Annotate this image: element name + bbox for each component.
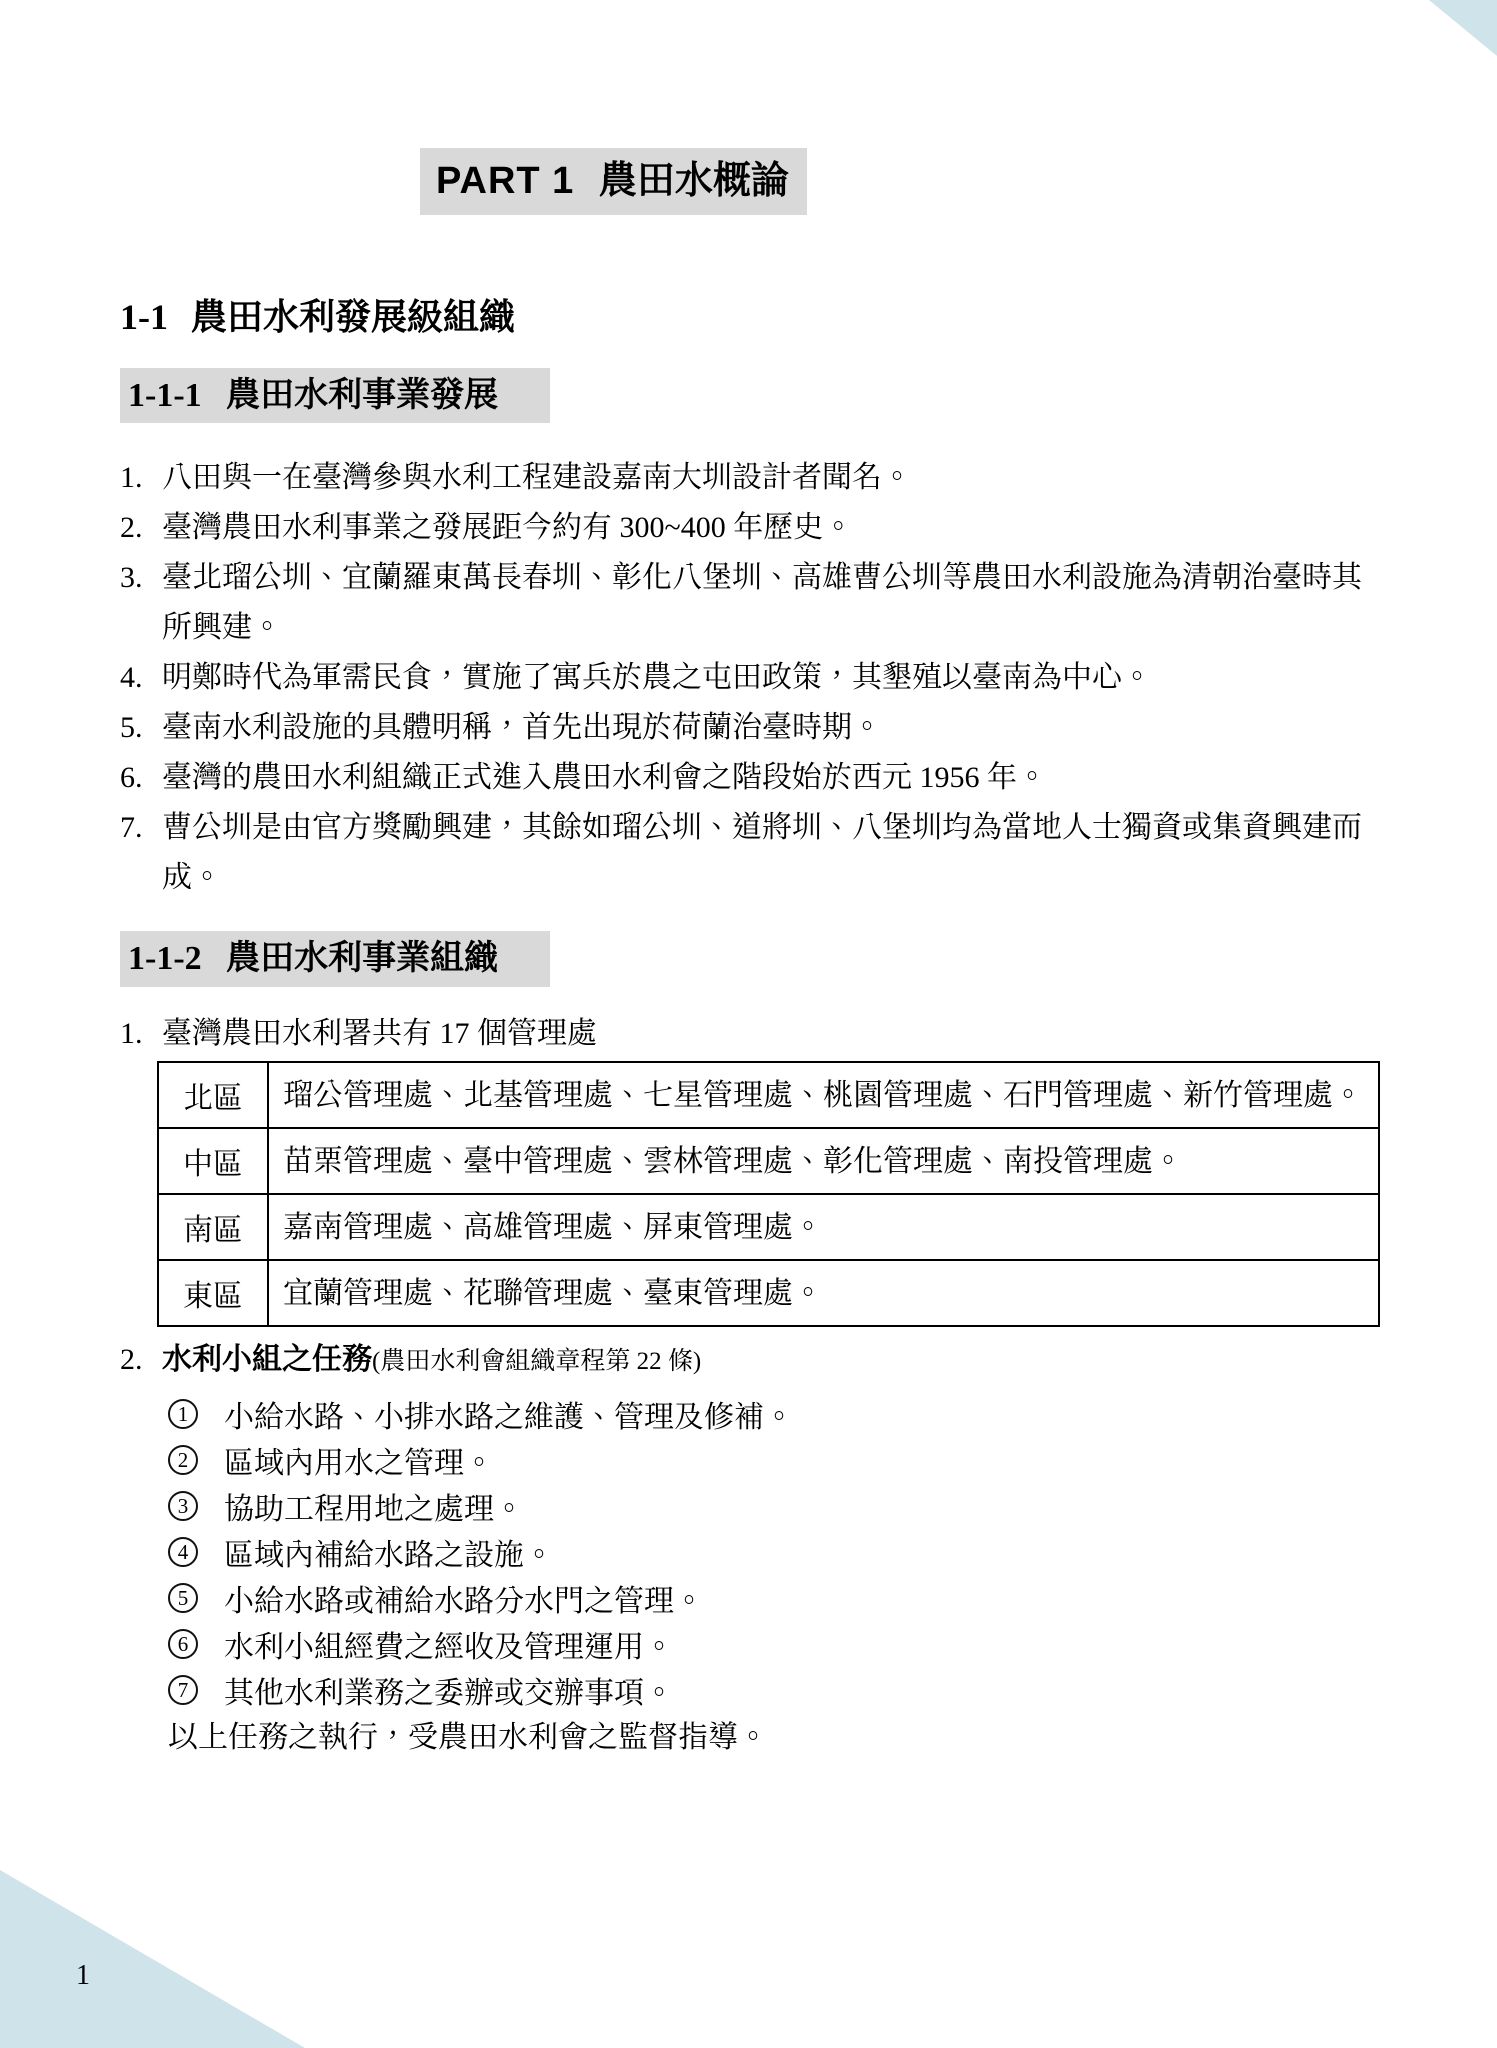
part-title-text: 農田水概論 bbox=[598, 160, 789, 202]
table-row bbox=[158, 1194, 1379, 1260]
tasks-heading-note: (農田水利會組織章程第 22 條) bbox=[372, 1348, 702, 1376]
task-text: 其他水利業務之委辦或交辦事項。 bbox=[224, 1677, 674, 1711]
circled-number: 3 bbox=[168, 1491, 198, 1521]
offices-cell: 宜蘭管理處、花聯管理處、臺東管理處。 bbox=[268, 1260, 1379, 1326]
tasks-footer: 以上任務之執行，受農田水利會之監督指導。 bbox=[168, 1721, 768, 1755]
list-item-number: 6. bbox=[120, 761, 143, 795]
circled-number: 5 bbox=[168, 1583, 198, 1613]
list-item bbox=[120, 803, 1382, 903]
subsection-number: 1-1-2 bbox=[128, 940, 202, 978]
circled-number: 4 bbox=[168, 1537, 198, 1567]
list-item-number: 5. bbox=[120, 711, 143, 745]
offices-cell: 苗栗管理處、臺中管理處、雲林管理處、彰化管理處、南投管理處。 bbox=[268, 1128, 1379, 1194]
task-text: 小給水路或補給水路分水門之管理。 bbox=[224, 1585, 704, 1619]
list-item-text: 曹公圳是由官方獎勵興建，其餘如瑠公圳、道將圳、八堡圳均為當地人士獨資或集資興建而成。 bbox=[162, 811, 1362, 895]
tasks-list bbox=[120, 1391, 1382, 1761]
subsection-title: 農田水利事業組織 bbox=[226, 939, 499, 978]
task-text: 小給水路、小排水路之維護、管理及修補。 bbox=[224, 1401, 794, 1435]
list-item-text: 八田與一在臺灣參與水利工程建設嘉南大圳設計者聞名。 bbox=[162, 461, 912, 495]
list-item-text: 臺南水利設施的具體明稱，首先出現於荷蘭治臺時期。 bbox=[162, 711, 882, 745]
offices-cell: 瑠公管理處、北基管理處、七星管理處、桃園管理處、石門管理處、新竹管理處。 bbox=[268, 1062, 1379, 1128]
part-title bbox=[420, 148, 807, 215]
task-item bbox=[168, 1575, 1382, 1621]
task-item bbox=[168, 1391, 1382, 1437]
list-item-number: 7. bbox=[120, 811, 143, 845]
list-item bbox=[120, 553, 1382, 653]
task-text: 區域內用水之管理。 bbox=[224, 1447, 494, 1481]
list-item-text: 明鄭時代為軍需民食，實施了寓兵於農之屯田政策，其墾殖以臺南為中心。 bbox=[162, 661, 1152, 695]
list-item-number: 2. bbox=[120, 511, 143, 545]
list-item bbox=[120, 453, 1382, 503]
table-row bbox=[158, 1128, 1379, 1194]
task-text: 區域內補給水路之設施。 bbox=[224, 1539, 554, 1573]
subsection-heading-1-1-2-row bbox=[120, 903, 1382, 987]
list-item-number: 3. bbox=[120, 561, 143, 595]
list-item bbox=[120, 703, 1382, 753]
task-item bbox=[168, 1483, 1382, 1529]
circled-number: 7 bbox=[168, 1675, 198, 1705]
task-text: 水利小組經費之經收及管理運用。 bbox=[224, 1631, 674, 1665]
section-heading-1-1 bbox=[120, 295, 1382, 339]
list-item-number: 1. bbox=[120, 461, 143, 495]
subsection-heading-1-1-2 bbox=[120, 931, 550, 987]
page-number: 1 bbox=[76, 1960, 90, 1991]
list-item bbox=[120, 503, 1382, 553]
task-text: 協助工程用地之處理。 bbox=[224, 1493, 524, 1527]
list-item bbox=[120, 1339, 1382, 1383]
circled-number: 2 bbox=[168, 1445, 198, 1475]
region-cell: 北區 bbox=[158, 1062, 268, 1128]
circled-number: 6 bbox=[168, 1629, 198, 1659]
section-title: 農田水利發展級組織 bbox=[191, 296, 516, 338]
list-item-number: 4. bbox=[120, 661, 143, 695]
subsection-heading-1-1-1-row bbox=[120, 340, 1382, 424]
list-item bbox=[120, 653, 1382, 703]
offices-cell: 嘉南管理處、高雄管理處、屏東管理處。 bbox=[268, 1194, 1379, 1260]
circled-number: 1 bbox=[168, 1399, 198, 1429]
task-item bbox=[168, 1621, 1382, 1667]
task-item bbox=[168, 1437, 1382, 1483]
subsection-number: 1-1-1 bbox=[128, 376, 202, 414]
list-item-text: 臺灣農田水利署共有 17 個管理處 bbox=[162, 1017, 597, 1051]
tasks-heading: 水利小組之任務 bbox=[162, 1343, 372, 1377]
subsection-heading-1-1-1 bbox=[120, 368, 550, 424]
task-item bbox=[168, 1667, 1382, 1713]
management-offices-table bbox=[157, 1061, 1380, 1327]
table-row bbox=[158, 1260, 1379, 1326]
task-item bbox=[168, 1529, 1382, 1575]
region-cell: 南區 bbox=[158, 1194, 268, 1260]
facts-list bbox=[120, 453, 1382, 903]
table-row bbox=[158, 1062, 1379, 1128]
region-cell: 中區 bbox=[158, 1128, 268, 1194]
list-item bbox=[120, 753, 1382, 803]
list-item bbox=[120, 1011, 1382, 1057]
part-title-row bbox=[120, 0, 1382, 215]
section-number: 1-1 bbox=[120, 297, 168, 338]
subsection-title: 農田水利事業發展 bbox=[226, 375, 499, 414]
region-cell: 東區 bbox=[158, 1260, 268, 1326]
list-item-number: 1. bbox=[120, 1017, 143, 1051]
list-item-text: 臺北瑠公圳、宜蘭羅東萬長春圳、彰化八堡圳、高雄曹公圳等農田水利設施為清朝治臺時其所興建。 bbox=[162, 561, 1362, 645]
list-item-text: 臺灣的農田水利組織正式進入農田水利會之階段始於西元 1956 年。 bbox=[162, 761, 1047, 795]
part-title-number: PART 1 bbox=[436, 160, 575, 202]
list-item-text: 臺灣農田水利事業之發展距今約有 300~400 年歷史。 bbox=[162, 511, 854, 545]
list-item-number: 2. bbox=[120, 1343, 143, 1377]
